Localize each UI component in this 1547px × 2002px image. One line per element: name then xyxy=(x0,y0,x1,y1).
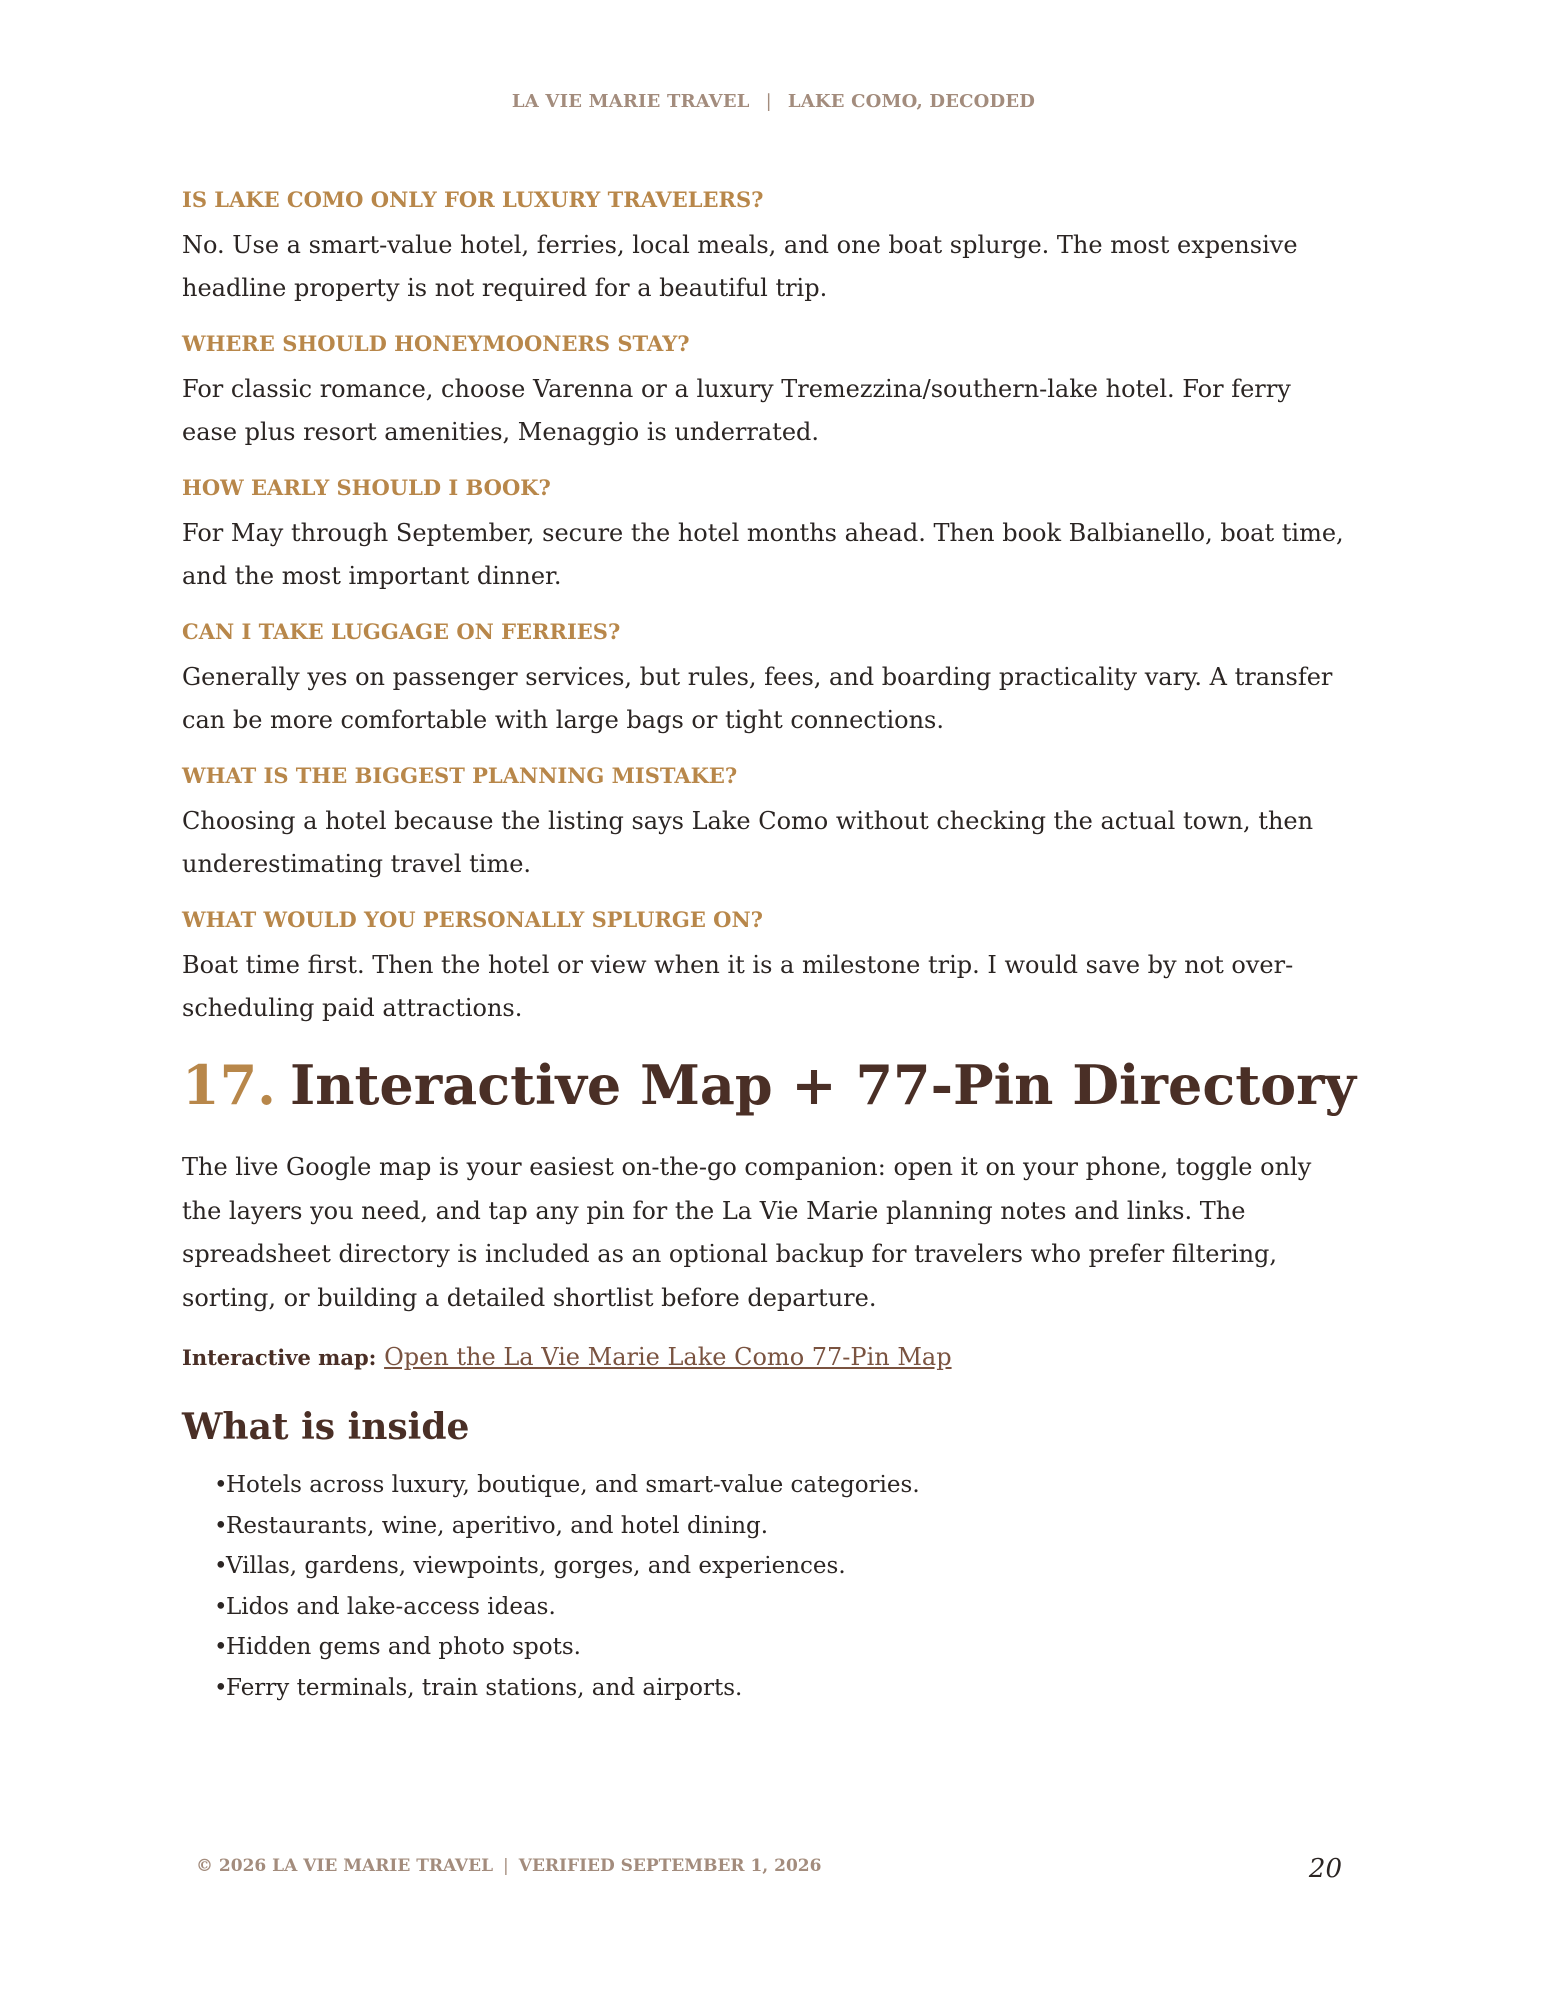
faq-item xyxy=(182,330,1352,454)
faq-answer: For May through September, secure the hotel months ahead. Then book Balbianello, boat time, and the most important dinner. xyxy=(182,519,1344,590)
faq-answer: Generally yes on passenger services, but rules, fees, and boarding practicality vary. A transfer can be more comfortable with large bags or tight connections. xyxy=(182,663,1333,734)
bullet-icon: • xyxy=(214,1472,228,1498)
list-item xyxy=(214,1506,1352,1547)
running-header xyxy=(0,91,1547,112)
list-item xyxy=(214,1546,1352,1587)
list-item-text: Hidden gems and photo spots. xyxy=(226,1634,581,1660)
list-item xyxy=(214,1587,1352,1628)
footer-verified: VERIFIED SEPTEMBER 1, 2026 xyxy=(518,1856,822,1876)
bullet-icon: • xyxy=(214,1634,228,1660)
page-number: 20 xyxy=(1308,1854,1342,1884)
contents-list xyxy=(182,1465,1352,1708)
list-item-text: Lidos and lake-access ideas. xyxy=(226,1593,556,1620)
faq-item xyxy=(182,474,1352,598)
bullet-icon: • xyxy=(214,1553,228,1579)
list-item xyxy=(214,1668,1352,1709)
faq-answer: For classic romance, choose Varenna or a luxury Tremezzina/southern-lake hotel. For ferry ease plus resort amenities, Menaggio is underrated. xyxy=(182,375,1291,446)
section-title-text: Interactive Map + 77-Pin Directory xyxy=(289,1053,1357,1117)
list-item-text: Restaurants, wine, aperitivo, and hotel dining. xyxy=(226,1512,769,1539)
faq-question: IS LAKE COMO ONLY FOR LUXURY TRAVELERS? xyxy=(182,187,764,212)
faq-question: HOW EARLY SHOULD I BOOK? xyxy=(182,475,551,500)
faq-item xyxy=(182,906,1352,1030)
header-brand: LA VIE MARIE TRAVEL xyxy=(511,91,750,112)
map-link-line xyxy=(182,1336,1352,1379)
list-item-text: Villas, gardens, viewpoints, gorges, and experiences. xyxy=(226,1553,846,1579)
list-item xyxy=(214,1627,1352,1668)
faq-item xyxy=(182,186,1352,310)
faq-question: CAN I TAKE LUGGAGE ON FERRIES? xyxy=(182,619,621,644)
faq-question: WHAT WOULD YOU PERSONALLY SPLURGE ON? xyxy=(182,907,763,932)
footer-separator: | xyxy=(503,1856,509,1876)
faq-answer: Boat time first. Then the hotel or view when it is a milestone trip. I would save by not over-scheduling paid attractions. xyxy=(182,951,1294,1022)
faq-question: WHERE SHOULD HONEYMOONERS STAY? xyxy=(182,331,690,356)
header-guide-title: LAKE COMO, DECODED xyxy=(787,91,1036,112)
map-link[interactable]: Open the La Vie Marie Lake Como 77-Pin Map xyxy=(384,1343,952,1371)
header-separator: | xyxy=(765,91,772,112)
subheading: What is inside xyxy=(182,1406,470,1448)
faq-answer: Choosing a hotel because the listing says Lake Como without checking the actual town, then underestimating travel time. xyxy=(182,807,1314,878)
list-item-text: Ferry terminals, train stations, and airports. xyxy=(226,1674,743,1701)
faq-item xyxy=(182,762,1352,886)
bullet-icon: • xyxy=(214,1512,228,1539)
list-item-text: Hotels across luxury, boutique, and smart-value categories. xyxy=(226,1472,920,1498)
map-label: Interactive map: xyxy=(182,1345,377,1370)
section-title xyxy=(182,1050,1357,1120)
bullet-icon: • xyxy=(214,1674,228,1701)
faq-answer: No. Use a smart-value hotel, ferries, local meals, and one boat splurge. The most expensive headline property is not required for a beautiful trip. xyxy=(182,231,1298,302)
footer-copyright: © 2026 LA VIE MARIE TRAVEL xyxy=(196,1856,494,1876)
faq-question: WHAT IS THE BIGGEST PLANNING MISTAKE? xyxy=(182,763,738,788)
page-content xyxy=(182,186,1357,1708)
bullet-icon: • xyxy=(214,1593,228,1620)
section-intro: The live Google map is your easiest on-the-go companion: open it on your phone, toggle only the layers you need, and tap any pin for the La Vie Marie planning notes and links. The spreadsheet directory is included as an optional backup for travelers who prefer filtering, sorting, or building a detailed shortlist before departure. xyxy=(182,1153,1312,1312)
list-item xyxy=(214,1465,1352,1506)
faq-item xyxy=(182,618,1352,742)
footer xyxy=(196,1856,821,1876)
section-number: 17. xyxy=(182,1053,276,1117)
